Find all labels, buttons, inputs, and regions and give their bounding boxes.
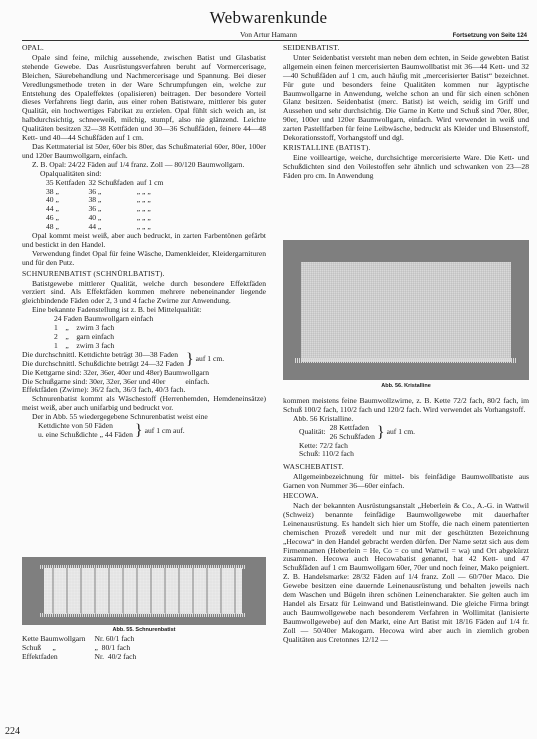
paragraph: Nach der bekannten Ausrüstungsanstalt „Heberlein & Co., A.-G. in Wattwil (Schweiz) benannte feinfädige Baumwollgewebe mit dauerhafter Leinenausrüstung. Es handelt sich hier um Stoffe, die nach einem patentierten chemischen Prozeß veredelt und nur mit der geschützten Bezeichnung „Hecowa“ in den Handel gebracht werden dürfen. Der Name setzt sich aus dem Firmennamen (Heberlein = He, Co = co und Wattwil = wa) und Ort abgekürzt zusammen. Hecowa auch Hecowabatist genannt, hat 42 Kett- und 47 Schußfäden auf 1 cm Baumwollgarn 60er, 70er und noch feiner, Mako peigniert. Z. B. Handelsmarke: 28/32 Fäden auf 1/4 franz. Zoll — 60/70er Maco. Die Gewebe besitzen eine dauernde Leinenausrüstung und behalten jeweils nach dem Waschen und Bügeln ihren schönen Leinencharakter. Sie gelten auch im Handel als Ersatz für Leinwand und Batistleinwand. Die gleiche Firma bringt auch Baumwollgewebe nach besonderem Verfahren in Wollimitat (lanisierte Baumwollgewebe) auf den Markt, eine Art Batist mit 18/16 Fäden auf 1/4 fr. Zoll — 50/40er Makogarn. Hecowa wird aber auch in ziemlich groben Qualitäten aus Cretonnes 12/12 —	[283, 500, 529, 644]
brace: }	[376, 423, 385, 441]
left-column	[22, 43, 266, 440]
table-cell: auf 1 cm	[136, 177, 164, 187]
list-item: 2 „ garn einfach	[54, 332, 115, 341]
paragraph: kommen meistens feine Baumwollzwirne, z. B. Kette 72/2 fach, 80/2 fach, im Schuß 100/2 fach, 110/2 fach und 120/2 fach. Wird verwendet als Vorhangstoff.	[283, 396, 529, 414]
paragraph: Unter Seidenbatist versteht man neben dem echten, in Seide gewebten Batist allgemein einen feinen mercerisierten Baumwollbatist mit 36—44 Kett- und 32—40 Schußfäden auf 1 cm, auch häufig mit „mercerisierter Batist“ bezeichnet. Für gute und besonders feine Qualitäten kommen nur ägyptische Baumwollgarne in Anwendung, welche schon an und für sich einen schönen Glanz besitzen. Seidenbatist (merc. Batist) ist weich, seidig im Griff und Aussehen und sehr durchsichtig. Die Garne in Kette und Schuß sind 70er, 80er, 90er, 100er und 120er Baumwollgarn, einfach. Wird verwendet in weiß und zarten Pastellfarben für feine Leibwäsche, bedruckt als Kleider und Blusenstoff, Dekorationsstoff, Vorhangstoff und dgl.	[283, 52, 529, 143]
table-cell: „ „ „	[136, 204, 151, 214]
section-heading-schnurenbatist: SCHNURENBATIST (SCHNÜRLBATIST).	[22, 268, 165, 278]
spec-cell: „ 80/1 fach	[94, 642, 131, 652]
dichte-unit: auf 1 cm.	[195, 354, 225, 364]
garn-unit: einfach.	[185, 376, 210, 386]
quality-block	[299, 424, 529, 442]
paragraph: Allgemeinbezeichnung für mittel- bis feinfädige Baumwollbatiste aus Garnen von Nummer 36—60er einfach.	[283, 472, 529, 491]
table-cell: „ „ „	[136, 195, 151, 205]
table-cell: 40 „	[46, 195, 59, 205]
abb55-density	[38, 422, 266, 440]
section-heading-kristalline: KRISTALLINE (BATIST).	[283, 142, 371, 152]
spec-cell: Nr. 40/2 fach	[94, 651, 137, 661]
spec-cell: Kette Baumwollgarn	[22, 634, 86, 643]
table-cell: 46 „	[46, 213, 59, 223]
paragraph: Eine bekannte Fadenstellung ist z. B. bei Mittelqualität:	[32, 305, 202, 315]
header-rule	[22, 40, 529, 41]
table-cell: „ „ „	[136, 222, 151, 232]
author-line: Von Artur Hamann	[240, 30, 297, 39]
page-title: Webwarenkunde	[209, 8, 328, 27]
dichte-line: Die durchschnittl. Kettdichte beträgt 30—38 Faden	[22, 349, 179, 359]
table-cell: „ „ „	[136, 186, 151, 196]
paragraph: Effektfäden (Zwirne): 36/2 fach, 36/3 fach, 40/3 fach.	[22, 385, 186, 395]
quality-line: 28 Kettfaden	[329, 422, 370, 432]
spec-cell: Schuß „	[22, 642, 56, 652]
density-line: Kettdichte von 50 Fäden	[38, 421, 113, 431]
table-cell: 44 „	[88, 222, 102, 232]
table-cell: 38 „	[88, 195, 102, 205]
list-item: 1 „ zwirn 3 fach	[54, 340, 115, 350]
paragraph: Batistgewebe mittlerer Qualität, welche durch besondere Effektfäden verziert sind. Als Effektfäden kommen mehrere nebeneinander liegende gleichbindende Fäden oder 2, 3 und 4 fache Zwirne zur Anwendung.	[22, 278, 266, 306]
density-line: u. eine Schußdichte „ 44 Fäden	[38, 429, 133, 439]
paragraph: Das Kettmaterial ist 50er, 60er bis 80er, das Schußmaterial 60er, 80er, 100er und 120er Baumwollgarn, einfach.	[22, 141, 266, 160]
paragraph: Opal kommt meist weiß, aber auch bedruckt, in zarten Farbentönen gefärbt und bestickt in den Handel.	[22, 231, 266, 249]
density-unit: auf 1 cm auf.	[144, 425, 185, 435]
table-cell: 44 „	[46, 204, 59, 214]
table-cell: 36 „	[88, 204, 102, 214]
table-cell: 48 „	[46, 222, 59, 232]
figure-56-photo	[283, 240, 529, 380]
list-item: 1 „ zwirn 3 fach	[54, 323, 115, 333]
paragraph: Schnurenbatist kommt als Wäschestoff (Herrenhemden, Hemdeneinsätze) meist weiß, aber auch unifarbig und bedruckt vor.	[22, 394, 266, 413]
figure-55-spec	[22, 635, 266, 662]
opal-quality-table	[46, 179, 166, 232]
schuss-line: Schuß: 110/2 fach	[299, 449, 354, 459]
table-cell: 40 „	[88, 213, 102, 223]
table-cell: 32 Schußfaden	[88, 177, 134, 187]
paragraph: Eine voilleartige, weiche, durchsichtige mercerisierte Ware. Die Kett- und Schußdichten sind den Voilestoffen sehr ähnlich und schwanken von 23—28 Fäden pro cm. In Anwendung	[283, 152, 529, 180]
figure-reference: Abb. 56 Kristalline.	[293, 413, 354, 423]
quality-unit: auf 1 cm.	[386, 427, 416, 437]
figure-56-caption: Abb. 56. Kristalline	[381, 383, 431, 389]
section-heading-opal: OPAL.	[22, 43, 45, 52]
quality-label: Qualität:	[299, 427, 326, 437]
table-cell: 36 „	[88, 186, 102, 196]
spec-row	[22, 653, 139, 662]
table-cell: 35 Kettfaden	[46, 177, 86, 187]
spec-cell: Nr. 60/1 fach	[94, 634, 135, 643]
list-item: 24 Faden Baumwollgarn einfach	[54, 314, 154, 324]
dichte-block	[22, 351, 266, 369]
section-heading-waschebatist: WASCHEBATIST.	[283, 462, 344, 472]
paragraph: Z. B. Opal: 24/22 Fäden auf 1/4 franz. Zoll — 80/120 Baumwollgarn.	[32, 159, 245, 169]
spec-cell: Effektfaden	[22, 651, 58, 661]
table-cell: 38 „	[46, 186, 59, 196]
right-column	[283, 43, 529, 181]
paragraph: Der in Abb. 55 wiedergegebene Schnurenbatist weist eine	[32, 412, 208, 422]
garn-line: Die Kettgarne sind: 32er, 36er, 40er und 48er) Baumwollgarn	[22, 367, 210, 377]
table-cell: „ „ „	[136, 213, 151, 223]
brace: }	[134, 421, 143, 439]
section-heading-seidenbatist: SEIDENBATIST.	[283, 43, 340, 52]
brace: }	[185, 350, 194, 368]
figure-55-photo	[22, 557, 266, 625]
paragraph: Opale sind feine, milchig aussehende, zwischen Batist und Glasbatist stehende Gewebe. Das Ausrüstungsverfahren beruht auf Vormercerisage, Bleichen, Säurebehandlung und Nachmercerisage und Spannung. Bei dieser Veredlungsmethode treten in der Ware Schrumpfungen ein, welche zur Entstehung des Opaleffektes (opalisieren) beitragen. Der besondere Vorteil dieses Verfahrens liegt darin, aus einer rohen Batistware, mittlerer bis guter Qualität, ein hochwertiges Fabrikat zu erzielen. Opal fühlt sich weich an, ist halbdurchsichtig, schneeweiß, milchig, stumpf, also nie glänzend. Leichte Qualitäten besitzen 32—38 Kettfäden und 30—36 Schußfäden, feinere 44—48 Kett- und 40—44 Schußfäden auf 1 cm.	[22, 52, 266, 143]
figure-55-caption: Abb. 55. Schnurenbatist	[112, 627, 176, 633]
garn-block	[22, 369, 266, 387]
faden-list	[54, 315, 266, 351]
table-title: Opalqualitäten sind:	[40, 168, 102, 178]
garn-line: Die Schußgarne sind: 30er, 32er, 36er und 40er	[22, 376, 166, 386]
page-number: 224	[5, 726, 20, 737]
kette-line: Kette: 72/2 fach	[299, 440, 348, 450]
right-column-lower	[283, 397, 529, 644]
quality-line: 26 Schußfaden	[329, 431, 375, 441]
section-heading-hecowa: HECOWA.	[283, 491, 319, 501]
continuation-note: Fortsetzung von Seite 124	[452, 33, 527, 39]
paragraph: Verwendung findet Opal für feine Wäsche, Damenkleider, Kleidergarnituren und für den Putz.	[22, 248, 266, 267]
dichte-line: Die durchschnittl. Schußdichte beträgt 24—32 Faden	[22, 358, 184, 368]
